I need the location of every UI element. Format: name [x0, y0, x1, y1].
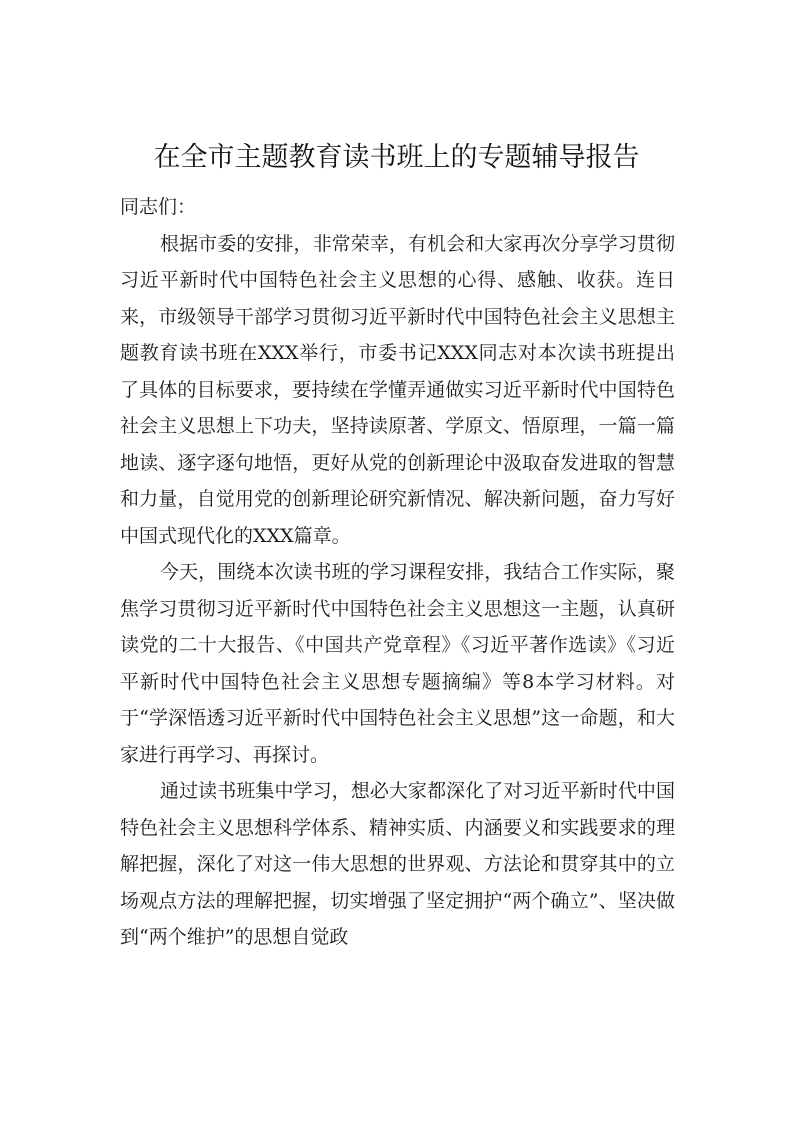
salutation: 同志们：: [120, 196, 197, 218]
paragraph-2: 今天，围绕本次读书班的学习课程安排，我结合工作实际，聚焦学习贯彻习近平新时代中国特色社会主义思想这一主题，认真研读党的二十大报告、《中国共产党章程》《习近平著作选读》《习近平新时代中国特色社会主义思想专题摘编》等8本学习材料。对于“学深悟透习近平新时代中国特色社会主义思想”这一命题，和大家进行再学习、再探讨。: [120, 561, 675, 766]
paragraph-1: 根据市委的安排，非常荣幸，有机会和大家再次分享学习贯彻习近平新时代中国特色社会主义思想的心得、感触、收获。连日来，市级领导干部学习贯彻习近平新时代中国特色社会主义思想主题教育读书班在XXX举行，市委书记XXX同志对本次读书班提出了具体的目标要求，要持续在学懂弄通做实习近平新时代中国特色社会主义思想上下功夫，坚持读原著、学原文、悟原理，一篇一篇地读、逐字逐句地悟，更好从党的创新理论中汲取奋发进取的智慧和力量，自觉用党的创新理论研究新情况、解决新问题，奋力写好中国式现代化的XXX篇章。: [120, 232, 675, 547]
paragraph-3: 通过读书班集中学习，想必大家都深化了对习近平新时代中国特色社会主义思想科学体系、精神实质、内涵要义和实践要求的理解把握，深化了对这一伟大思想的世界观、方法论和贯穿其中的立场观点方法的理解把握，切实增强了坚定拥护“两个确立”、坚决做到“两个维护”的思想自觉政: [120, 780, 675, 948]
document-body: [120, 189, 675, 956]
document-title: 在全市主题教育读书班上的专题辅导报告: [153, 142, 640, 173]
